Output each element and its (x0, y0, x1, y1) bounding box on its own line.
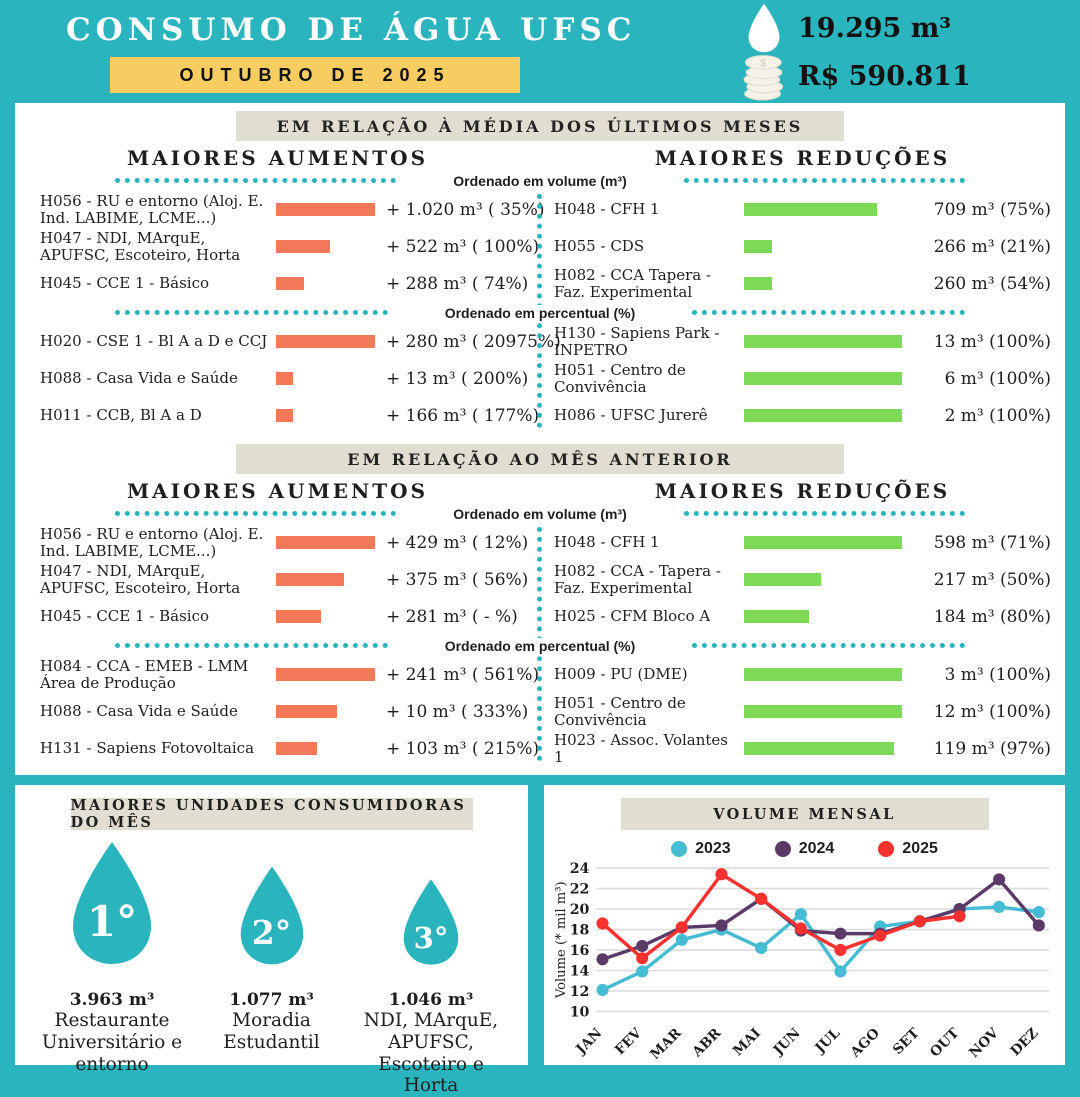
dotted-divider (115, 310, 388, 315)
svg-text:OUT: OUT (927, 1025, 963, 1061)
consumption-row (540, 191, 1065, 228)
increases-title: MAIORES AUMENTOS (126, 479, 429, 503)
dotted-divider (115, 511, 396, 516)
unit-label: H088 - Casa Vida e Saúde (40, 369, 238, 388)
decrease-bar (744, 277, 772, 290)
bar-track (276, 240, 378, 253)
water-drop-icon (738, 3, 790, 53)
value-label: + 429 m³ ( 12%) (386, 532, 529, 553)
value-label: 2 m³ (100%) (944, 405, 1051, 426)
value-label: 13 m³ (100%) (933, 331, 1051, 352)
unit-label: H045 - CCE 1 - Básico (40, 274, 210, 293)
value-label: + 103 m³ ( 215%) (386, 738, 540, 759)
consumption-row (15, 360, 540, 397)
unit-label: H023 - Assoc. Volantes 1 (554, 730, 729, 766)
increase-bar (276, 742, 317, 755)
consumer-volume: 1.077 m³ (229, 990, 314, 1010)
dotted-divider (692, 310, 965, 315)
svg-text:18: 18 (569, 922, 590, 939)
unit-label: H047 - NDI, MArquE, APUFSC, Escoteiro, Horta (40, 228, 241, 264)
bar-track (744, 610, 902, 623)
increase-bar (276, 610, 321, 623)
consumption-row (540, 656, 1065, 693)
bar-track (744, 705, 902, 718)
unit-label: H025 - CFM Bloco A (554, 607, 711, 626)
section-header: EM RELAÇÃO AO MÊS ANTERIOR (236, 444, 844, 474)
value-label: 266 m³ (21%) (933, 236, 1051, 257)
dotted-divider (684, 178, 965, 183)
value-label: + 280 m³ ( 20975%) (386, 331, 561, 352)
rank-number: 2° (251, 913, 292, 952)
total-volume-value: 19.295 m³ (798, 12, 952, 44)
bar-track (744, 372, 902, 385)
svg-text:10: 10 (569, 1004, 590, 1021)
totals-block (738, 4, 971, 100)
svg-text:16: 16 (569, 943, 590, 960)
value-label: + 281 m³ ( - %) (386, 606, 518, 627)
consumption-row (540, 397, 1065, 434)
value-label: 184 m³ (80%) (933, 606, 1051, 627)
value-label: + 288 m³ ( 74%) (386, 273, 529, 294)
decreases-title: MAIORES REDUÇÕES (654, 146, 951, 170)
svg-text:20: 20 (569, 902, 590, 919)
bar-track (276, 372, 378, 385)
consumption-row (540, 561, 1065, 598)
bar-track (744, 409, 902, 422)
decrease-bar (744, 536, 902, 549)
unit-label: H045 - CCE 1 - Básico (40, 607, 210, 626)
svg-text:Volume (* mil m³): Volume (* mil m³) (554, 881, 570, 999)
bar-track (276, 335, 378, 348)
order-by-percent-row (15, 635, 1065, 656)
unit-label: H056 - RU e entorno (Aloj. E. Ind. LABIME, LCME...) (40, 191, 264, 227)
decrease-bar (744, 705, 902, 718)
unit-label: H020 - CSE 1 - Bl A a D e CCJ (40, 332, 268, 351)
consumption-row (15, 693, 540, 730)
dotted-divider (684, 511, 965, 516)
unit-label: H056 - RU e entorno (Aloj. E. Ind. LABIME, LCME...) (40, 524, 264, 560)
total-cost-stat (738, 52, 971, 100)
consumption-row (540, 524, 1065, 561)
order-by-volume-label: Ordenado em volume (m³) (441, 173, 638, 189)
unit-label: H048 - CFH 1 (554, 200, 660, 219)
unit-label: H009 - PU (DME) (554, 665, 688, 684)
unit-label: H082 - CCA Tapera - Faz. Experimental (554, 265, 712, 301)
bar-track (276, 668, 378, 681)
consumption-row (15, 598, 540, 635)
coins-icon (738, 51, 790, 101)
svg-text:MAR: MAR (647, 1025, 685, 1063)
decrease-bar (744, 240, 772, 253)
unit-label: H131 - Sapiens Fotovoltaica (40, 739, 255, 758)
bar-track (744, 536, 902, 549)
unit-label: H047 - NDI, MArquE, APUFSC, Escoteiro, Horta (40, 561, 241, 597)
decrease-bar (744, 203, 877, 216)
consumption-row (15, 323, 561, 360)
svg-text:JAN: JAN (573, 1025, 606, 1058)
svg-text:FEV: FEV (612, 1025, 646, 1059)
decrease-bar (744, 668, 902, 681)
consumption-row (15, 191, 545, 228)
value-label: 260 m³ (54%) (933, 273, 1051, 294)
svg-text:JUN: JUN (770, 1025, 804, 1059)
value-label: + 375 m³ ( 56%) (386, 569, 529, 590)
dotted-divider (115, 643, 388, 648)
decrease-bar (744, 610, 809, 623)
bar-track (744, 203, 902, 216)
bar-track (276, 203, 378, 216)
unit-label: H088 - Casa Vida e Saúde (40, 702, 238, 721)
value-label: + 1.020 m³ ( 35%) (386, 199, 545, 220)
consumption-row (15, 228, 540, 265)
unit-label: H082 - CCA - Tapera - Faz. Experimental (554, 561, 721, 597)
unit-label: H011 - CCB, Bl A a D (40, 406, 202, 425)
chart-title: VOLUME MENSAL (621, 798, 989, 830)
value-label: 6 m³ (100%) (944, 368, 1051, 389)
page-header (0, 0, 1080, 103)
section-header: EM RELAÇÃO À MÉDIA DOS ÚLTIMOS MESES (236, 111, 844, 141)
order-by-percent-row (15, 302, 1065, 323)
value-label: + 13 m³ ( 200%) (386, 368, 529, 389)
unit-label: H055 - CDS (554, 237, 645, 256)
consumption-row (540, 360, 1065, 397)
increases-by-percent-list (15, 323, 561, 434)
svg-text:14: 14 (569, 963, 590, 980)
unit-label: H051 - Centro de Convivência (554, 360, 686, 396)
section-vs-previous-month (15, 444, 1065, 767)
value-label: 119 m³ (97%) (933, 738, 1051, 759)
period-badge: OUTUBRO DE 2025 (110, 57, 520, 93)
bar-track (744, 573, 902, 586)
unit-label: H130 - Sapiens Park - INPETRO (554, 323, 720, 359)
top-consumers-card (15, 785, 528, 1097)
consumer-rank-1 (33, 844, 191, 1097)
dotted-divider (115, 178, 396, 183)
legend-dot-2025 (878, 841, 894, 857)
bar-track (744, 240, 902, 253)
svg-text:22: 22 (569, 881, 590, 898)
consumption-row (540, 693, 1065, 730)
order-by-volume-label: Ordenado em volume (m³) (441, 506, 638, 522)
bar-track (276, 705, 378, 718)
svg-text:AGO: AGO (847, 1025, 883, 1061)
increase-bar (276, 335, 375, 348)
order-by-percent-label: Ordenado em percentual (%) (433, 305, 648, 321)
increase-bar (276, 573, 344, 586)
increases-by-volume-list (15, 191, 545, 302)
increases-by-percent-list (15, 656, 540, 767)
value-label: 3 m³ (100%) (944, 664, 1051, 685)
consumption-row (540, 323, 1065, 360)
consumer-name: NDI, MArquE, APUFSC, Escoteiro e Horta (363, 1010, 499, 1097)
dotted-divider (692, 643, 965, 648)
consumption-row (15, 561, 540, 598)
bar-track (744, 277, 902, 290)
consumption-row (540, 598, 1065, 635)
order-by-volume-row (15, 170, 1065, 191)
value-label: + 166 m³ ( 177%) (386, 405, 540, 426)
consumption-row (15, 730, 540, 767)
decrease-bar (744, 335, 902, 348)
svg-text:$: $ (760, 57, 767, 70)
legend-item-2025: 2025 (878, 840, 938, 858)
increase-bar (276, 668, 375, 681)
consumer-rank-3 (352, 844, 510, 1097)
consumer-name: Moradia Estudantil (223, 1010, 320, 1053)
increases-by-volume-list (15, 524, 540, 635)
unit-label: H086 - UFSC Jurerê (554, 406, 708, 425)
legend-item-2023: 2023 (671, 840, 731, 858)
consumer-name: Restaurante Universitário e entorno (41, 1010, 183, 1075)
value-label: + 10 m³ ( 333%) (386, 701, 529, 722)
decrease-bar (744, 372, 902, 385)
value-label: 12 m³ (100%) (933, 701, 1051, 722)
increase-bar (276, 203, 375, 216)
consumption-row (15, 656, 540, 693)
consumption-row (540, 265, 1065, 302)
legend-dot-2024 (775, 841, 791, 857)
order-by-percent-label: Ordenado em percentual (%) (433, 638, 648, 654)
volume-line-chart (552, 860, 1057, 1068)
consumers-title: MAIORES UNIDADES CONSUMIDORAS DO MÊS (71, 798, 473, 830)
value-label: + 241 m³ ( 561%) (386, 664, 540, 685)
bar-track (276, 277, 378, 290)
svg-text:SET: SET (889, 1025, 923, 1059)
increase-bar (276, 240, 330, 253)
bar-track (276, 610, 378, 623)
legend-item-2024: 2024 (775, 840, 835, 858)
consumer-volume: 3.963 m³ (69, 990, 155, 1010)
decreases-title: MAIORES REDUÇÕES (654, 479, 951, 503)
decreases-by-volume-list (540, 524, 1065, 635)
value-label: 598 m³ (71%) (933, 532, 1051, 553)
decreases-by-percent-list (540, 656, 1065, 767)
bar-track (276, 742, 378, 755)
bar-track (276, 409, 378, 422)
rank-number: 3° (413, 921, 449, 955)
unit-label: H051 - Centro de Convivência (554, 693, 686, 729)
svg-text:DEZ: DEZ (1007, 1025, 1042, 1060)
page-title: CONSUMO DE ÁGUA UFSC (66, 12, 637, 48)
consumer-rank-2 (193, 844, 351, 1097)
consumption-row (15, 524, 540, 561)
bar-track (744, 668, 902, 681)
decreases-by-volume-list (540, 191, 1065, 302)
value-label: 709 m³ (75%) (933, 199, 1051, 220)
consumption-row (15, 397, 540, 434)
value-label: 217 m³ (50%) (933, 569, 1051, 590)
svg-text:12: 12 (569, 984, 590, 1001)
legend-dot-2023 (671, 841, 687, 857)
rank-number: 1° (86, 897, 138, 946)
monthly-volume-card (544, 785, 1065, 1065)
decrease-bar (744, 742, 894, 755)
increases-title: MAIORES AUMENTOS (126, 146, 429, 170)
increase-bar (276, 277, 304, 290)
order-by-volume-row (15, 503, 1065, 524)
decrease-bar (744, 409, 902, 422)
svg-text:24: 24 (569, 861, 590, 878)
comparison-panel (15, 103, 1065, 775)
bar-track (276, 573, 378, 586)
bar-track (744, 335, 902, 348)
svg-text:MAI: MAI (730, 1025, 764, 1060)
value-label: + 522 m³ ( 100%) (386, 236, 540, 257)
svg-text:ABR: ABR (689, 1025, 725, 1061)
bar-track (744, 742, 902, 755)
svg-text:NOV: NOV (966, 1025, 1002, 1062)
unit-label: H084 - CCA - EMEB - LMM Área de Produção (40, 656, 249, 692)
consumer-volume: 1.046 m³ (388, 990, 474, 1010)
consumption-row (540, 730, 1065, 767)
total-cost-value: R$ 590.811 (798, 60, 971, 92)
increase-bar (276, 372, 293, 385)
total-volume-stat (738, 4, 971, 52)
decrease-bar (744, 573, 821, 586)
bar-track (276, 536, 378, 549)
increase-bar (276, 536, 375, 549)
increase-bar (276, 409, 293, 422)
increase-bar (276, 705, 337, 718)
decreases-by-percent-list (540, 323, 1065, 434)
section-vs-average (15, 111, 1065, 434)
unit-label: H048 - CFH 1 (554, 533, 660, 552)
svg-text:JUL: JUL (812, 1025, 844, 1057)
consumption-row (15, 265, 540, 302)
chart-legend (544, 840, 1065, 858)
consumption-row (540, 228, 1065, 265)
